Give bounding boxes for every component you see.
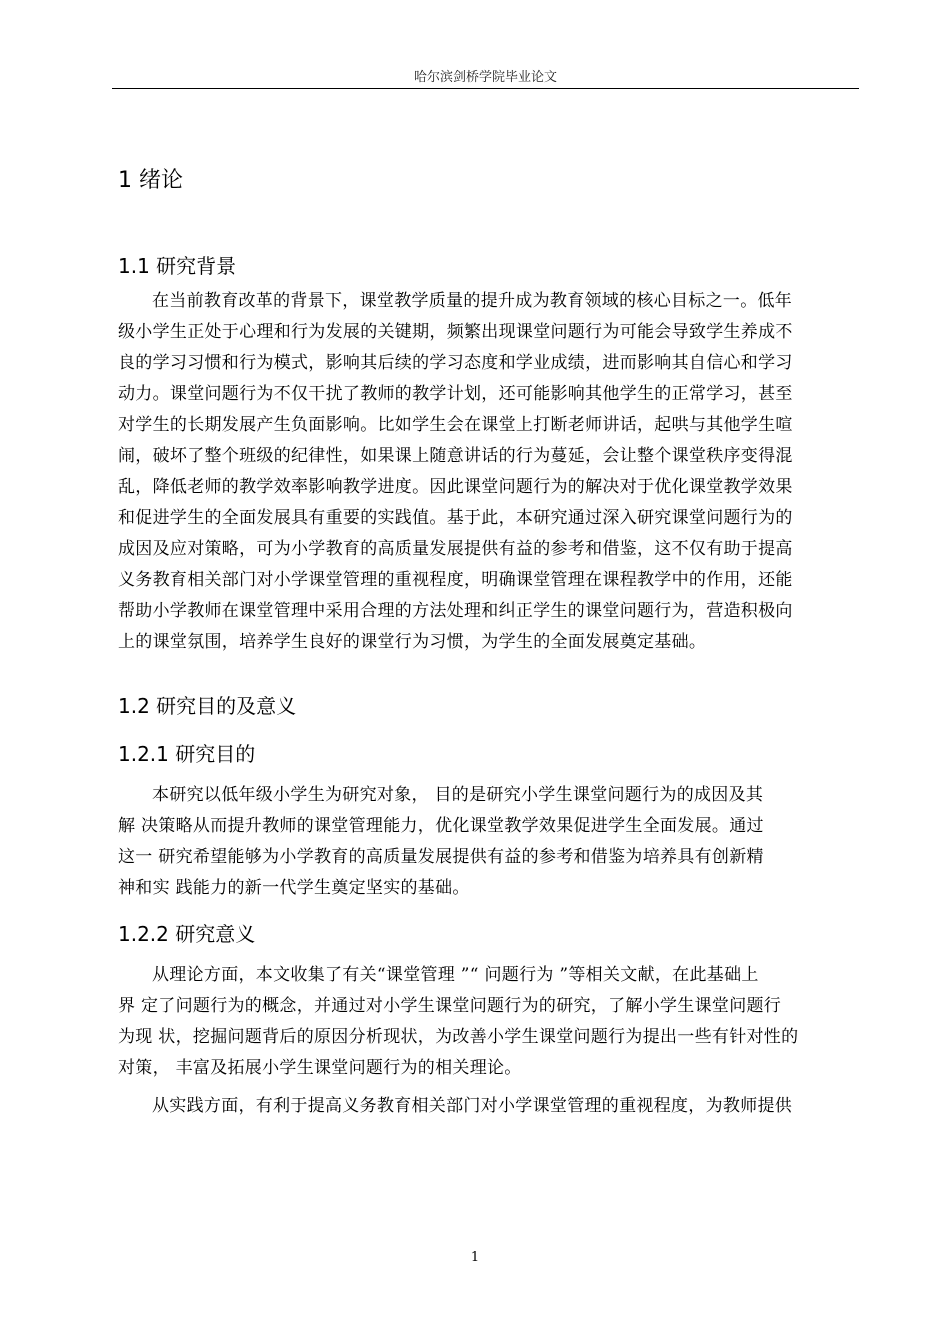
paragraph-research-significance-practice	[118, 1091, 859, 1122]
page-number: 1	[470, 1250, 480, 1265]
text-line: 动力。课堂问题行为不仅干扰了教师的教学计划，还可能影响其他学生的正常学习，甚至	[118, 384, 793, 404]
text-line: 神和实 践能力的新一代学生奠定坚实的基础。	[118, 878, 470, 898]
paragraph-research-purpose	[118, 780, 859, 904]
text-line: 帮助小学教师在课堂管理中采用合理的方法处理和纠正学生的课堂问题行为，营造积极向	[118, 601, 793, 621]
text-line: 乱，降低老师的教学效率影响教学进度。因此课堂问题行为的解决对于优化课堂教学效果	[118, 477, 793, 497]
text-line: 成因及应对策略，可为小学教育的高质量发展提供有益的参考和借鉴，这不仅有助于提高	[118, 539, 793, 559]
section-heading-1-1: 1.1 研究背景	[118, 254, 237, 278]
text-line: 闹，破坏了整个班级的纪律性，如果课上随意讲话的行为蔓延，会让整个课堂秩序变得混	[118, 446, 793, 466]
text-line: 对学生的长期发展产生负面影响。比如学生会在课堂上打断老师讲话，起哄与其他学生喧	[118, 415, 793, 435]
text-line: 对策， 丰富及拓展小学生课堂问题行为的相关理论。	[118, 1058, 522, 1078]
text-line: 界 定了问题行为的概念，并通过对小学生课堂问题行为的研究，了解小学生课堂问题行	[118, 996, 782, 1016]
text-line: 和促进学生的全面发展具有重要的实践值。基于此，本研究通过深入研究课堂问题行为的	[118, 508, 793, 528]
section-heading-1-2: 1.2 研究目的及意义	[118, 694, 297, 718]
header-rule	[112, 88, 859, 89]
section-heading-1-2-1: 1.2.1 研究目的	[118, 742, 256, 766]
text-line: 在当前教育改革的背景下，课堂教学质量的提升成为教育领域的核心目标之一。低年	[152, 291, 793, 311]
chapter-title: 1 绪论	[118, 168, 183, 193]
text-line: 本研究以低年级小学生为研究对象， 目的是研究小学生课堂问题行为的成因及其	[152, 785, 764, 805]
running-header: 哈尔滨剑桥学院毕业论文	[413, 70, 557, 85]
paragraph-research-significance-theory	[118, 960, 859, 1084]
text-line: 为现 状，挖掘问题背后的原因分析现状，为改善小学生课堂问题行为提出一些有针对性的	[118, 1027, 799, 1047]
text-line: 解 决策略从而提升教师的课堂管理能力，优化课堂教学效果促进学生全面发展。通过	[118, 816, 764, 836]
paragraph-research-background	[118, 286, 859, 658]
text-line: 级小学生正处于心理和行为发展的关键期，频繁出现课堂问题行为可能会导致学生养成不	[118, 322, 793, 342]
text-line: 这一 研究希望能够为小学教育的高质量发展提供有益的参考和借鉴为培养具有创新精	[118, 847, 764, 867]
text-line: 从实践方面，有利于提高义务教育相关部门对小学课堂管理的重视程度，为教师提供	[152, 1096, 793, 1116]
text-line: 上的课堂氛围，培养学生良好的课堂行为习惯，为学生的全面发展奠定基础。	[118, 632, 707, 652]
text-line: 良的学习习惯和行为模式，影响其后续的学习态度和学业成绩，进而影响其自信心和学习	[118, 353, 793, 373]
section-heading-1-2-2: 1.2.2 研究意义	[118, 922, 256, 946]
text-line: 义务教育相关部门对小学课堂管理的重视程度，明确课堂管理在课程教学中的作用，还能	[118, 570, 793, 590]
text-line: 从理论方面，本文收集了有关“课堂管理 ”“ 问题行为 ”等相关文献，在此基础上	[152, 965, 759, 985]
